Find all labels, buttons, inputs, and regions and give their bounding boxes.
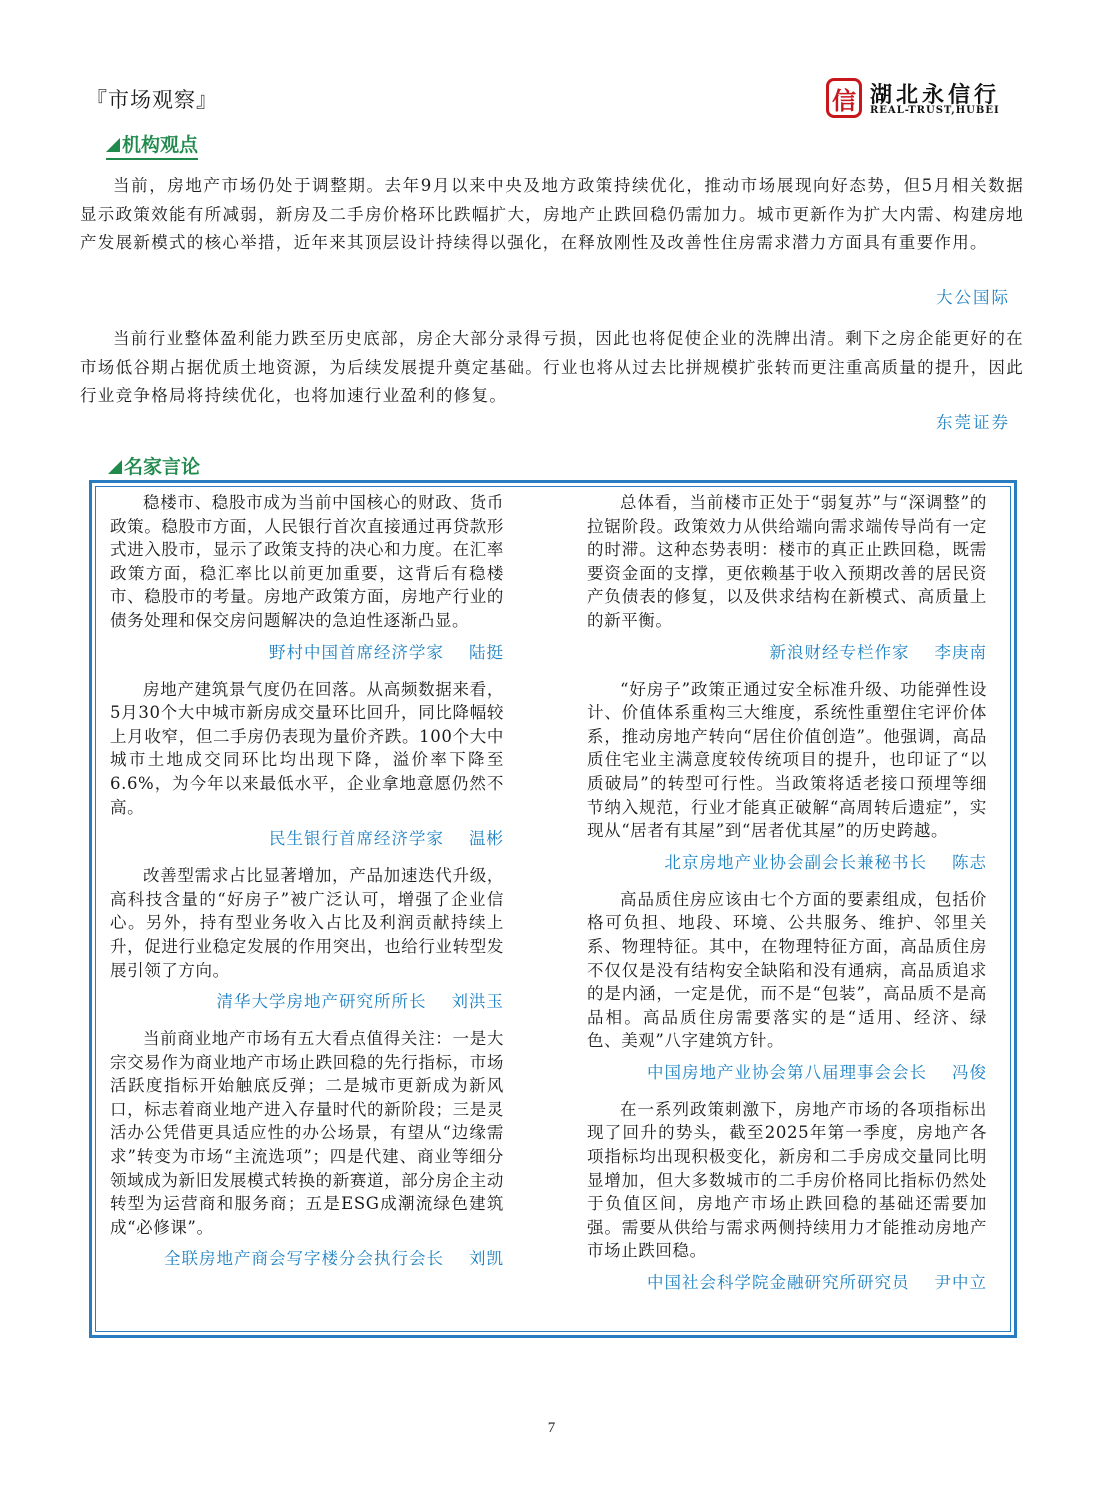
experts-heading (108, 452, 200, 482)
page-number: 7 (547, 1420, 556, 1436)
institutional-source-1: 大公国际 (936, 288, 1010, 307)
expert-quote-text: 在一系列政策刺激下，房地产市场的各项指标出现了回升的势头，截至2025年第一季度，房地产各项指标均出现积极变化，新房和二手房成交量同比明显增加，但大多数城市的二手房价格同比指标仍然处于负值区间，房地产市场止跌回稳的基础还需要加强。需要从供给与需求两侧持续用力才能推动房地产市场止跌回稳。 (587, 1099, 987, 1261)
quotes-left-column (110, 491, 504, 1284)
institutional-heading-text: 机构观点 (122, 134, 199, 156)
expert-quote-text: “好房子”政策正通过安全标准升级、功能弹性设计、价值体系重构三大维度，系统性重塑住宅评价体系，推动房地产转向“居住价值创造”。他强调，高品质住宅业主满意度较传统项目的提升，也印证了“以质破局”的转型可行性。当政策将适老接口预埋等细节纳入规范，行业才能真正破解“高周转后遗症”，实现从“居者有其屋”到“居者优其屋”的历史跨越。 (587, 679, 987, 841)
logo-seal-icon: 信 (826, 78, 862, 118)
expert-quote-author: 新浪财经专栏作家 李庚南 (769, 642, 987, 662)
institutional-paragraph-1: 当前，房地产市场仍处于调整期。去年9月以来中央及地方政策持续优化，推动市场展现向好态势，但5月相关数据显示政策效能有所减弱，新房及二手房价格环比跌幅扩大，房地产止跌回稳仍需加力。城市更新作为扩大内需、构建房地产发展新模式的核心举措，近年来其顶层设计持续得以强化，在释放刚性及改善性住房需求潜力方面具有重要作用。 (80, 176, 1024, 252)
expert-quote-text: 当前商业地产市场有五大看点值得关注：一是大宗交易作为商业地产市场止跌回稳的先行指标，市场活跃度指标开始触底反弹；二是城市更新成为新风口，标志着商业地产进入存量时代的新阶段；三是灵活办公凭借更具适应性的办公场景，有望从“边缘需求”转变为市场“主流选项”；四是代建、商业等细分领域成为新旧发展模式转换的新赛道，部分房企主动转型为运营商和服务商；五是ESG成潮流绿色建筑成“必修课”。 (110, 1029, 504, 1237)
expert-quotes-box (89, 480, 1017, 1338)
expert-quote-author: 中国房地产业协会第八届理事会会长 冯俊 (647, 1062, 987, 1082)
expert-quote-author: 中国社会科学院金融研究所研究员 尹中立 (647, 1273, 987, 1293)
institutional-source-2: 东莞证券 (936, 413, 1010, 432)
expert-quote-text: 改善型需求占比显著增加，产品加速迭代升级，高科技含量的“好房子”被广泛认可，增强了企业信心。另外，持有型业务收入占比及利润贡献持续上升，促进行业稳定发展的作用突出，也给行业转型发展引领了方向。 (110, 866, 504, 980)
triangle-icon (108, 460, 122, 474)
expert-quote-text: 房地产建筑景气度仍在回落。从高频数据来看，5月30个大中城市新房成交量环比回升，同比降幅较上月收窄，但二手房仍表现为量价齐跌。100个大中城市土地成交同环比均出现下降，溢价率下降至6.6%，为今年以来最低水平，企业拿地意愿仍然不高。 (110, 679, 504, 817)
expert-quote-author: 北京房地产业协会副会长兼秘书长 陈志 (664, 852, 987, 872)
expert-quote-text: 高品质住房应该由七个方面的要素组成，包括价格可负担、地段、环境、公共服务、维护、邻里关系、物理特征。其中，在物理特征方面，高品质住房不仅仅是没有结构安全缺陷和没有通病，高品质追求的是内涵，一定是优，而不是“包装”，高品质不是高品相。高品质住房需要落实的是“适用、经济、绿色、美观”八字建筑方针。 (587, 889, 987, 1051)
expert-quote-author: 野村中国首席经济学家 陆挺 (269, 642, 504, 662)
section-label: 『市场观察』 (86, 88, 218, 112)
company-logo (826, 78, 1026, 122)
expert-quote-author: 全联房地产商会写字楼分会执行会长 刘凯 (164, 1249, 504, 1269)
expert-quote-author: 民生银行首席经济学家 温彬 (269, 829, 504, 849)
triangle-icon (106, 138, 120, 152)
expert-quote-author: 清华大学房地产研究所所长 刘洪玉 (216, 992, 504, 1012)
experts-heading-text: 名家言论 (124, 456, 201, 478)
logo-name-en: REAL-TRUST,HUBEI (870, 105, 1000, 116)
expert-quote-text: 总体看，当前楼市正处于“弱复苏”与“深调整”的拉锯阶段。政策效力从供给端向需求端传导尚有一定的时滞。这种态势表明：楼市的真正止跌回稳，既需要资金面的支撑，更依赖基于收入预期改善的居民资产负债表的修复，以及供求结构在新模式、高质量上的新平衡。 (587, 493, 987, 630)
institutional-paragraph-2: 当前行业整体盈利能力跌至历史底部，房企大部分录得亏损，因此也将促使企业的洗牌出清。剩下之房企能更好的在市场低谷期占据优质土地资源，为后续发展提升奠定基础。行业也将从过去比拼规模扩张转而更注重高质量的提升，因此行业竞争格局将持续优化，也将加速行业盈利的修复。 (80, 329, 1024, 405)
logo-name-cn: 湖北永信行 (870, 83, 1001, 108)
quotes-right-column (587, 491, 987, 1308)
institutional-heading (106, 130, 198, 160)
expert-quote-text: 稳楼市、稳股市成为当前中国核心的财政、货币政策。稳股市方面，人民银行首次直接通过再贷款形式进入股市，显示了政策支持的决心和力度。在汇率政策方面，稳汇率比以前更加重要，这背后有稳楼市、稳股市的考量。房地产政策方面，房地产行业的债务处理和保交房问题解决的急迫性逐渐凸显。 (110, 493, 504, 630)
